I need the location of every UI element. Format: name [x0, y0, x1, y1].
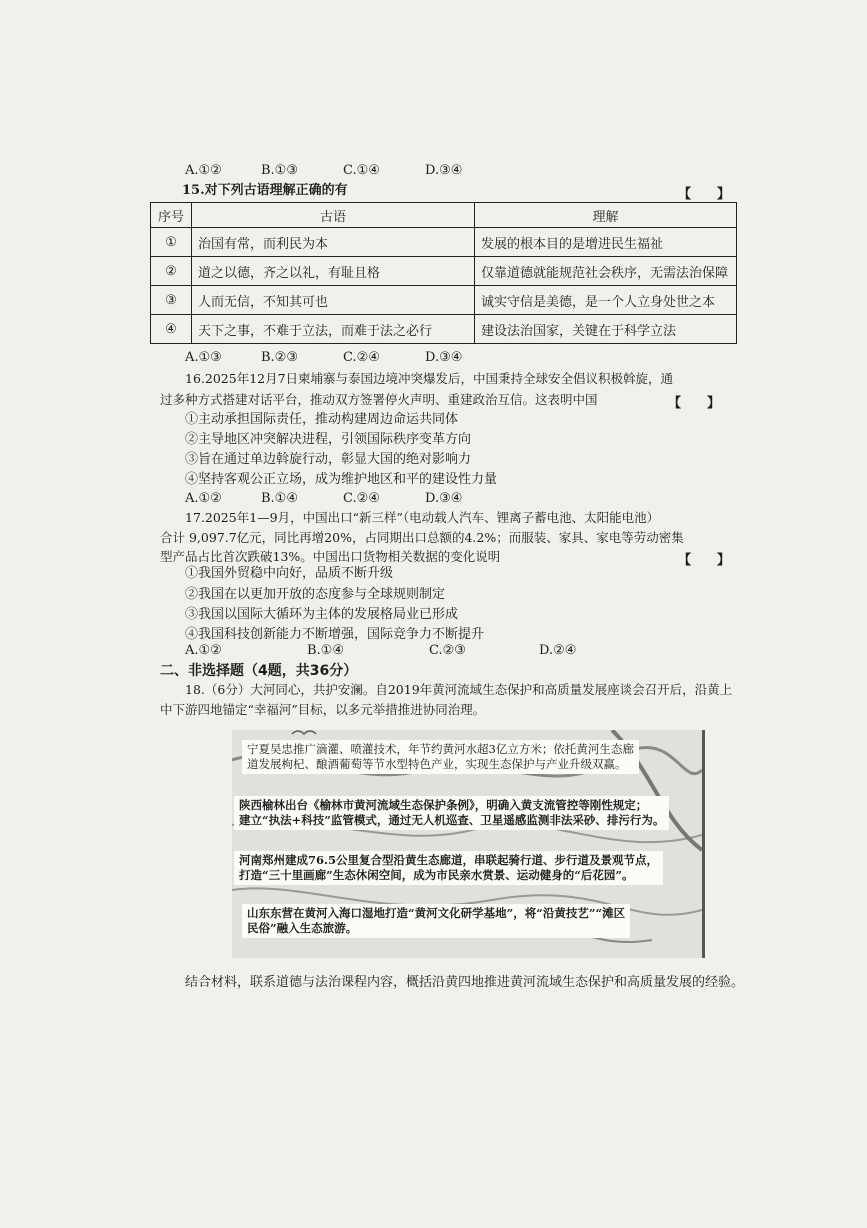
q17-stem-line3: 型产品占比首次跌破13%。中国出口货物相关数据的变化说明 — [160, 549, 501, 564]
row-meaning: 发展的根本目的是增进民生福祉 — [475, 228, 737, 257]
row-num: ③ — [151, 286, 192, 315]
row-meaning: 建设法治国家，关键在于科学立法 — [475, 315, 737, 344]
q15-answer-bracket: 【 】 — [678, 187, 731, 202]
box-line: 河南郑州建成76.5公里复合型沿黄生态廊道，串联起骑行道、步行道及景观节点， — [239, 853, 659, 867]
yellow-river-map — [232, 730, 705, 958]
q16-option-c: C.②④ — [343, 491, 380, 506]
row-saying: 天下之事，不难于立法，而难于法之必行 — [192, 315, 475, 344]
q16-answer-bracket: 【 】 — [668, 396, 721, 411]
q16-item-1: ①主动承担国际责任，推动构建周边命运共同体 — [185, 412, 459, 427]
q14-option-b: B.①③ — [261, 163, 298, 178]
row-num: ④ — [151, 315, 192, 344]
q14-option-d: D.③④ — [425, 163, 463, 178]
section-two-title: 二、非选择题（4题，共36分） — [160, 663, 358, 679]
box-line: 道发展枸杞、酿酒葡萄等节水型特色产业，实现生态保护与产业升级双赢。 — [247, 757, 627, 771]
q17-stem-line1: 17.2025年1—9月，中国出口“新三样”（电动载人汽车、锂离子蓄电池、太阳能电池） — [185, 510, 660, 525]
q14-options — [185, 163, 462, 179]
box-line: 山东东营在黄河入海口湿地打造“黄河文化研学基地”，将“沿黄技艺”“滩区 — [247, 906, 626, 920]
box-line: 打造“三十里画廊”生态休闲空间，成为市民亲水赏景、运动健身的“后花园”。 — [239, 868, 634, 882]
q18-task: 结合材料，联系道德与法治课程内容，概括沿黄四地推进黄河流域生态保护和高质量发展的经验。 — [185, 975, 745, 990]
q16-options — [185, 491, 462, 507]
row-num: ① — [151, 228, 192, 257]
row-meaning: 诚实守信是美德，是一个人立身处世之本 — [475, 286, 737, 315]
bird-icon — [292, 731, 316, 734]
row-saying: 治国有常，而利民为本 — [192, 228, 475, 257]
header-saying: 古语 — [192, 203, 475, 228]
box-line: 建立“执法+科技”监管模式，通过无人机巡查、卫星遥感监测非法采砂、排污行为。 — [239, 813, 665, 827]
q17-options — [185, 643, 576, 659]
q15-option-a: A.①③ — [185, 350, 222, 365]
row-num: ② — [151, 257, 192, 286]
q15-options — [185, 350, 462, 366]
table-row — [151, 228, 737, 257]
q16-stem-line1: 16.2025年12月7日柬埔寨与泰国边境冲突爆发后，中国秉持全球安全倡议积极斡旋，通 — [185, 371, 674, 386]
header-meaning: 理解 — [475, 203, 737, 228]
q14-option-a: A.①② — [185, 163, 222, 178]
q16-option-a: A.①② — [185, 491, 222, 506]
q17-option-a: A.①② — [185, 643, 222, 658]
q16-option-d: D.③④ — [425, 491, 463, 506]
q15-stem: 15.对下列古语理解正确的有 — [182, 183, 348, 198]
q14-option-c: C.①④ — [343, 163, 380, 178]
box-line: 陕西榆林出台《榆林市黄河流域生态保护条例》，明确入黄支流管控等刚性规定； — [239, 798, 648, 812]
row-meaning: 仅靠道德就能规范社会秩序，无需法治保障 — [475, 257, 737, 286]
q17-item-2: ②我国在以更加开放的态度参与全球规则制定 — [185, 587, 446, 602]
q17-item-3: ③我国以国际大循环为主体的发展格局业已形成 — [185, 607, 459, 622]
henan-box — [234, 851, 663, 885]
row-saying: 人而无信，不知其可也 — [192, 286, 475, 315]
shandong-box — [242, 904, 630, 938]
q17-stem-line2: 合计 9,097.7亿元，同比再增20%，占同期出口总额的4.2%；而服装、家具、家电等劳动密集 — [160, 530, 684, 545]
box-line: 民俗”融入生态旅游。 — [247, 921, 358, 935]
table-row — [151, 315, 737, 344]
q17-item-4: ④我国科技创新能力不断增强，国际竞争力不断提升 — [185, 627, 485, 642]
q16-item-4: ④坚持客观公正立场，成为维护地区和平的建设性力量 — [185, 472, 498, 487]
q15-table — [150, 202, 737, 344]
q17-option-c: C.②③ — [429, 643, 466, 658]
q16-stem-line2: 过多种方式搭建对话平台，推动双方签署停火声明、重建政治互信。这表明中国 — [160, 392, 598, 407]
q17-option-b: B.①④ — [307, 643, 344, 658]
q15-option-b: B.②③ — [261, 350, 298, 365]
table-row — [151, 257, 737, 286]
q17-item-1: ①我国外贸稳中向好，品质不断升级 — [185, 566, 394, 581]
q17-answer-bracket: 【 】 — [678, 553, 731, 568]
q16-item-3: ③旨在通过单边斡旋行动，彰显大国的绝对影响力 — [185, 452, 472, 467]
table-row — [151, 286, 737, 315]
q15-option-c: C.②④ — [343, 350, 380, 365]
table-header-row — [151, 203, 737, 228]
q16-item-2: ②主导地区冲突解决进程，引领国际秩序变革方向 — [185, 432, 472, 447]
q18-stem-line1: 18.（6分）大河同心，共护安澜。自2019年黄河流域生态保护和高质量发展座谈会召开后，沿黄上 — [185, 682, 733, 697]
q16-option-b: B.①④ — [261, 491, 298, 506]
shaanxi-box — [234, 796, 669, 830]
row-saying: 道之以德，齐之以礼，有耻且格 — [192, 257, 475, 286]
q18-stem-line2: 中下游四地锚定“幸福河”目标，以多元举措推进协同治理。 — [160, 702, 486, 717]
q15-option-d: D.③④ — [425, 350, 463, 365]
q17-option-d: D.②④ — [539, 643, 577, 658]
header-num: 序号 — [151, 203, 192, 228]
box-line: 宁夏吴忠推广滴灌、喷灌技术，年节约黄河水超3亿立方米；依托黄河生态廊 — [247, 742, 634, 756]
ningxia-box — [242, 740, 639, 774]
